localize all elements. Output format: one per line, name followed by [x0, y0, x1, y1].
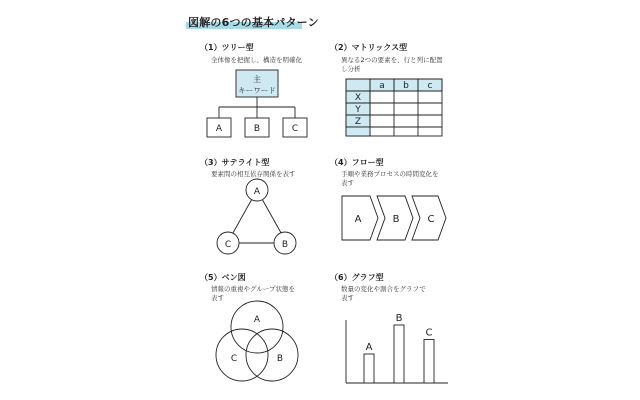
matrix-col-c: c [427, 81, 433, 91]
section-6-desc-2: 表す [341, 294, 354, 302]
graph-diagram [346, 313, 448, 383]
matrix-row-y: Y [355, 105, 361, 115]
venn-diagram [216, 301, 298, 381]
venn-label-b: B [276, 354, 284, 364]
satellite-label-a: A [253, 187, 261, 197]
graph-bar-label-b: B [395, 313, 403, 324]
graph-bar-label-c: C [425, 327, 433, 339]
venn-circle-b [246, 329, 298, 381]
matrix-row-z: Z [354, 117, 362, 127]
section-4-desc-2: 表す [341, 179, 354, 187]
page-title: 図解の6つの基本パターン [188, 16, 319, 29]
flow-label-c: C [427, 214, 435, 225]
graph-bar-b [394, 325, 404, 383]
graph-bar-c [424, 340, 434, 384]
venn-label-c: C [230, 354, 238, 364]
section-1-title: （1）ツリー型 [200, 43, 254, 52]
section-4-title: （4）フロー型 [330, 158, 384, 167]
tree-child-label-c: C [291, 124, 299, 134]
tree-child-label-a: A [215, 124, 223, 134]
tree-root-label-1: 主 [253, 75, 261, 84]
section-2-desc-2: し分析 [341, 65, 361, 73]
section-5-title: （5）ベン図 [200, 273, 246, 282]
matrix-col-b: b [403, 81, 409, 91]
section-6-desc-1: 数量の変化や割合をグラフで [341, 285, 426, 293]
matrix-row-x: X [354, 93, 362, 103]
section-5-desc-1: 情報の重複やグループ状態を [211, 285, 295, 293]
section-3-title: （3）サテライト型 [200, 158, 270, 167]
satellite-label-c: C [224, 240, 232, 250]
venn-circle-c [216, 329, 268, 381]
section-3-desc: 要素間の相互依存関係を表す [211, 170, 296, 178]
tree-root-label-2: キーワード [238, 86, 276, 95]
satellite-label-b: B [281, 240, 289, 250]
graph-bar-a [364, 354, 374, 383]
flow-label-a: A [354, 214, 362, 225]
section-5-desc-2: 表す [211, 294, 224, 302]
venn-circle-a [231, 301, 283, 353]
venn-label-a: A [253, 315, 261, 325]
section-2-desc-1: 異なる2つの要素を、行と列に配置 [341, 56, 443, 64]
section-4-desc-1: 手順や業務プロセスの時間変化を [341, 170, 439, 178]
section-2-title: （2）マトリックス型 [330, 43, 408, 52]
tree-child-label-b: B [253, 124, 261, 134]
flow-label-b: B [392, 214, 400, 225]
graph-bar-label-a: A [365, 342, 373, 353]
section-1-desc: 全体像を把握し、構造を明確化 [211, 56, 302, 64]
section-6-title: （6）グラフ型 [330, 273, 384, 282]
matrix-col-a: a [379, 81, 385, 91]
